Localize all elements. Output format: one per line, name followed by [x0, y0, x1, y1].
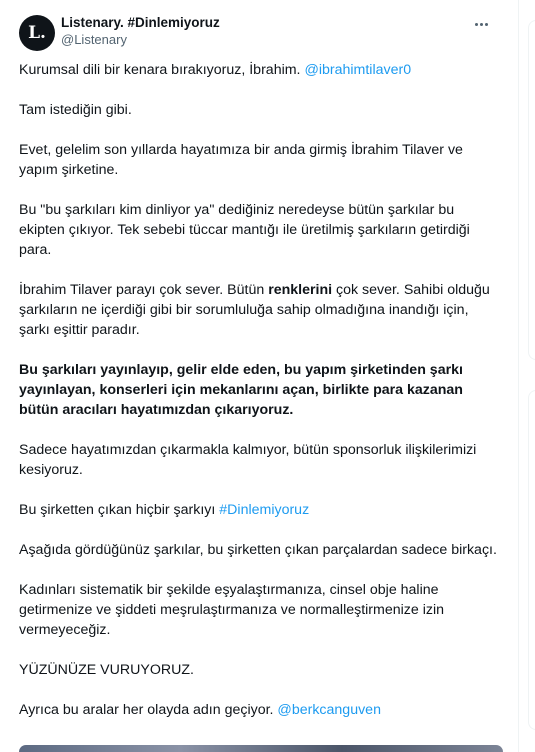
media-image-preview[interactable]	[19, 745, 503, 752]
tweet-paragraph-7: Sadece hayatımızdan çıkarmakla kalmıyor, bütün sponsorluk ilişkilerimizi kesiyoruz.	[19, 442, 477, 478]
paragraph-text: Bu şirketten çıkan hiçbir şarkıyı	[19, 502, 220, 518]
paragraph-text: İbrahim Tilaver parayı çok sever. Bütün	[19, 282, 269, 298]
paragraph-text: Ayrıca bu aralar her olayda adın geçiyor.	[19, 702, 278, 718]
tweet-paragraph-12	[19, 700, 503, 720]
author-display-name[interactable]: Listenary. #Dinlemiyoruz	[61, 15, 220, 30]
tweet-paragraph-9: Aşağıda gördüğünüz şarkılar, bu şirketten çıkan parçalardan sadece birkaçı.	[19, 542, 497, 558]
tweet-paragraph-8	[19, 500, 503, 520]
more-options-icon[interactable]	[471, 14, 491, 34]
tweet-paragraph-6: Bu şarkıları yayınlayıp, gelir elde eden, bu yapım şirketinden şarkı yayınlayan, konserleri için mekanlarını açan, birlikte para kazanan bütün aracıları hayatımızdan çıkarıyoruz.	[19, 362, 463, 418]
right-sidebar-edge	[520, 0, 535, 752]
tweet-paragraph-2: Tam istediğin gibi.	[19, 102, 132, 118]
tweet-paragraph-10: Kadınları sistematik bir şekilde eşyalaştırmanıza, cinsel obje haline getirmenize ve şiddeti meşrulaştırmanıza ve normalleştirmenize izin vermeyeceğiz.	[19, 582, 444, 638]
tweet-paragraph-4: Bu "bu şarkıları kim dinliyor ya" dediğiniz neredeyse bütün şarkılar bu ekipten çıkıyor. Tek sebebi tüccar mantığı ile üretilmiş şarkıların getirdiği para.	[19, 202, 470, 258]
tweet-paragraph-3: Evet, gelelim son yıllarda hayatımıza bir anda girmiş İbrahim Tilaver ve yapım şirketine.	[19, 142, 463, 178]
bold-text: renklerini	[268, 282, 333, 298]
hashtag-link[interactable]: #Dinlemiyoruz	[219, 502, 310, 518]
tweet-paragraph-1	[19, 60, 503, 80]
paragraph-text: Kurumsal dili bir kenara bırakıyoruz, İbrahim.	[19, 62, 305, 78]
mention-link[interactable]: @ibrahimtilaver0	[304, 62, 412, 78]
mention-link[interactable]: @berkcanguven	[277, 702, 381, 718]
tweet-paragraph-11: YÜZÜNÜZE VURUYORUZ.	[19, 662, 194, 678]
tweet-header	[19, 14, 499, 54]
tweet-text	[19, 60, 503, 740]
sidebar-panel-edge	[528, 390, 535, 730]
avatar[interactable]: L.	[19, 15, 55, 51]
author-handle[interactable]: @Listenary	[61, 32, 127, 47]
tweet-paragraph-5	[19, 280, 503, 340]
paragraph-text: çok sever. Sahibi olduğu şarkıların ne içerdiği gibi bir sorumluluğa sahip olmadığına inandığı için, şarkı eşittir paradır.	[19, 282, 490, 338]
author-names	[61, 14, 220, 49]
sidebar-panel-edge	[528, 20, 535, 360]
